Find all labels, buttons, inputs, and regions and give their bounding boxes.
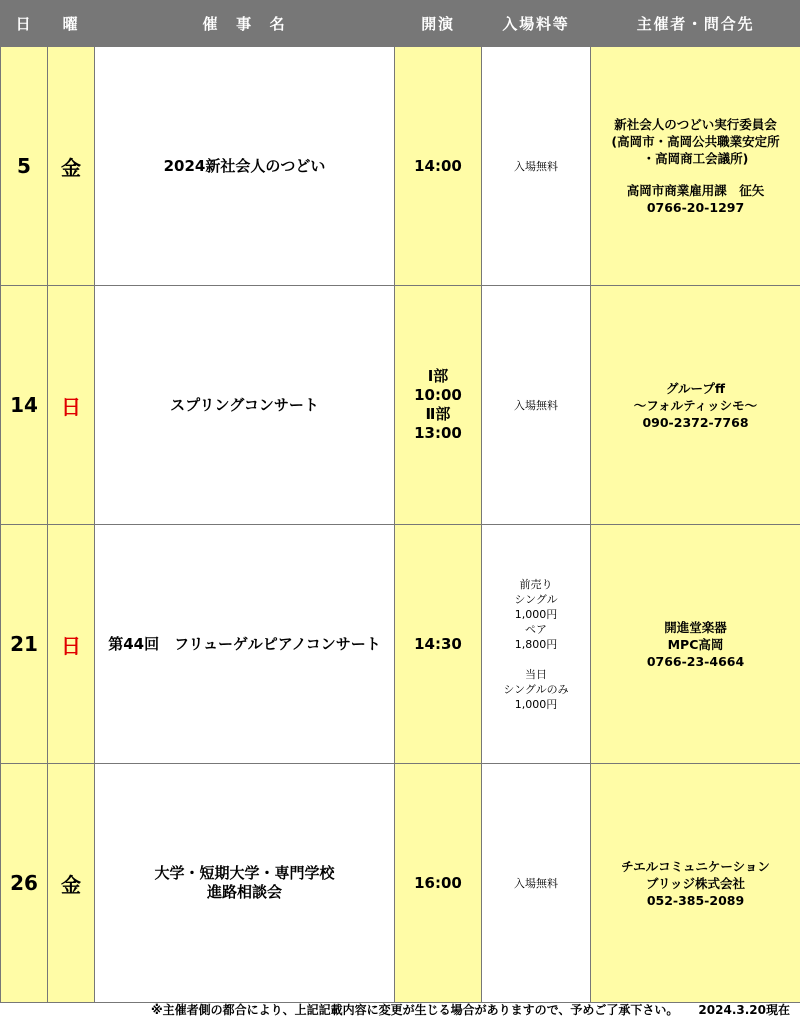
line-spacer [482, 652, 590, 667]
admission-line: 入場無料 [514, 876, 558, 890]
header-organizer: 主催者・問合先 [591, 1, 800, 47]
admission-cell [482, 525, 591, 764]
header-dow: 曜 [48, 1, 95, 47]
event-weekday: 日 [48, 525, 95, 764]
start-time-line: 14:30 [414, 634, 462, 653]
organizer-contact-cell [591, 286, 800, 525]
organizer-contact-line: 0766-20-1297 [646, 200, 745, 215]
organizer-contact-line: (高岡市・高岡公共職業安定所 [611, 134, 780, 149]
admission-line: 入場無料 [514, 398, 558, 412]
organizer-contact-line: 090-2372-7768 [642, 414, 749, 430]
admission-line: 前売り [519, 577, 553, 591]
event-weekday: 日 [48, 286, 95, 525]
event-name-cell [95, 47, 395, 286]
organizer-contact-line: ～フォルティッシモ～ [633, 397, 758, 413]
admission-line: 入場無料 [514, 159, 558, 173]
organizer-contact-cell [591, 764, 800, 1003]
event-day: 21 [1, 525, 48, 764]
admission-line: 1,000円 [514, 607, 558, 621]
admission-cell [482, 47, 591, 286]
admission-line: ペア [525, 622, 547, 636]
header-start-time: 開演 [395, 1, 482, 47]
event-name-line: スプリングコンサート [170, 395, 319, 414]
organizer-contact-line: 0766-23-4664 [646, 653, 745, 669]
organizer-contact-line: 新社会人のつどい実行委員会 [614, 117, 777, 132]
as-of-date: 2024.3.20現在 [698, 1003, 790, 1017]
organizer-contact-cell [591, 47, 800, 286]
organizer-contact-line: 052-385-2089 [646, 892, 745, 908]
event-weekday: 金 [48, 47, 95, 286]
start-time-line: 13:00 [414, 424, 462, 442]
event-day: 26 [1, 764, 48, 1003]
admission-cell [482, 764, 591, 1003]
organizer-contact-cell [591, 525, 800, 764]
event-name-line: 進路相談会 [206, 883, 282, 901]
event-weekday: 金 [48, 764, 95, 1003]
start-time-line: Ⅱ部 [425, 405, 451, 423]
start-time-cell [395, 286, 482, 525]
organizer-contact-line: 開進堂楽器 [664, 619, 727, 635]
footer-note [0, 1001, 790, 1018]
start-time-line: 14:00 [414, 156, 462, 175]
event-name-cell [95, 525, 395, 764]
admission-line: シングルのみ [503, 682, 569, 696]
admission-line: 1,000円 [514, 697, 558, 711]
line-spacer [591, 167, 800, 182]
organizer-contact-line: グループff [665, 380, 726, 396]
header-admission: 入場料等 [482, 1, 591, 47]
start-time-cell [395, 47, 482, 286]
event-name-line: 第44回 フリューゲルピアノコンサート [108, 634, 381, 653]
event-row [1, 286, 800, 525]
event-name-cell [95, 286, 395, 525]
event-row [1, 764, 800, 1003]
start-time-cell [395, 764, 482, 1003]
organizer-contact-line: チエルコミュニケーション [621, 858, 770, 874]
event-day: 14 [1, 286, 48, 525]
disclaimer-text: ※主催者側の都合により、上記記載内容に変更が生じる場合がありますので、予めご了承下さい。 [150, 1003, 679, 1017]
header-row [1, 1, 800, 47]
event-row [1, 47, 800, 286]
admission-line: 1,800円 [514, 637, 558, 651]
event-row [1, 525, 800, 764]
event-name-line: 2024新社会人のつどい [163, 156, 326, 175]
event-name-cell [95, 764, 395, 1003]
admission-line: 当日 [525, 667, 547, 681]
organizer-contact-line: ブリッジ株式会社 [645, 875, 745, 891]
organizer-contact-line: ・高岡商工会議所) [642, 151, 749, 166]
admission-cell [482, 286, 591, 525]
start-time-cell [395, 525, 482, 764]
start-time-line: 10:00 [414, 386, 462, 404]
organizer-contact-line: 高岡市商業雇用課 征矢 [626, 183, 765, 198]
admission-line: シングル [514, 592, 558, 606]
event-name-line: 大学・短期大学・専門学校 [154, 864, 335, 882]
start-time-line: 16:00 [414, 873, 462, 892]
header-event-name: 催 事 名 [95, 1, 395, 47]
organizer-contact-line: MPC高岡 [667, 636, 724, 652]
start-time-line: Ⅰ部 [427, 367, 449, 385]
event-day: 5 [1, 47, 48, 286]
header-day: 日 [1, 1, 48, 47]
